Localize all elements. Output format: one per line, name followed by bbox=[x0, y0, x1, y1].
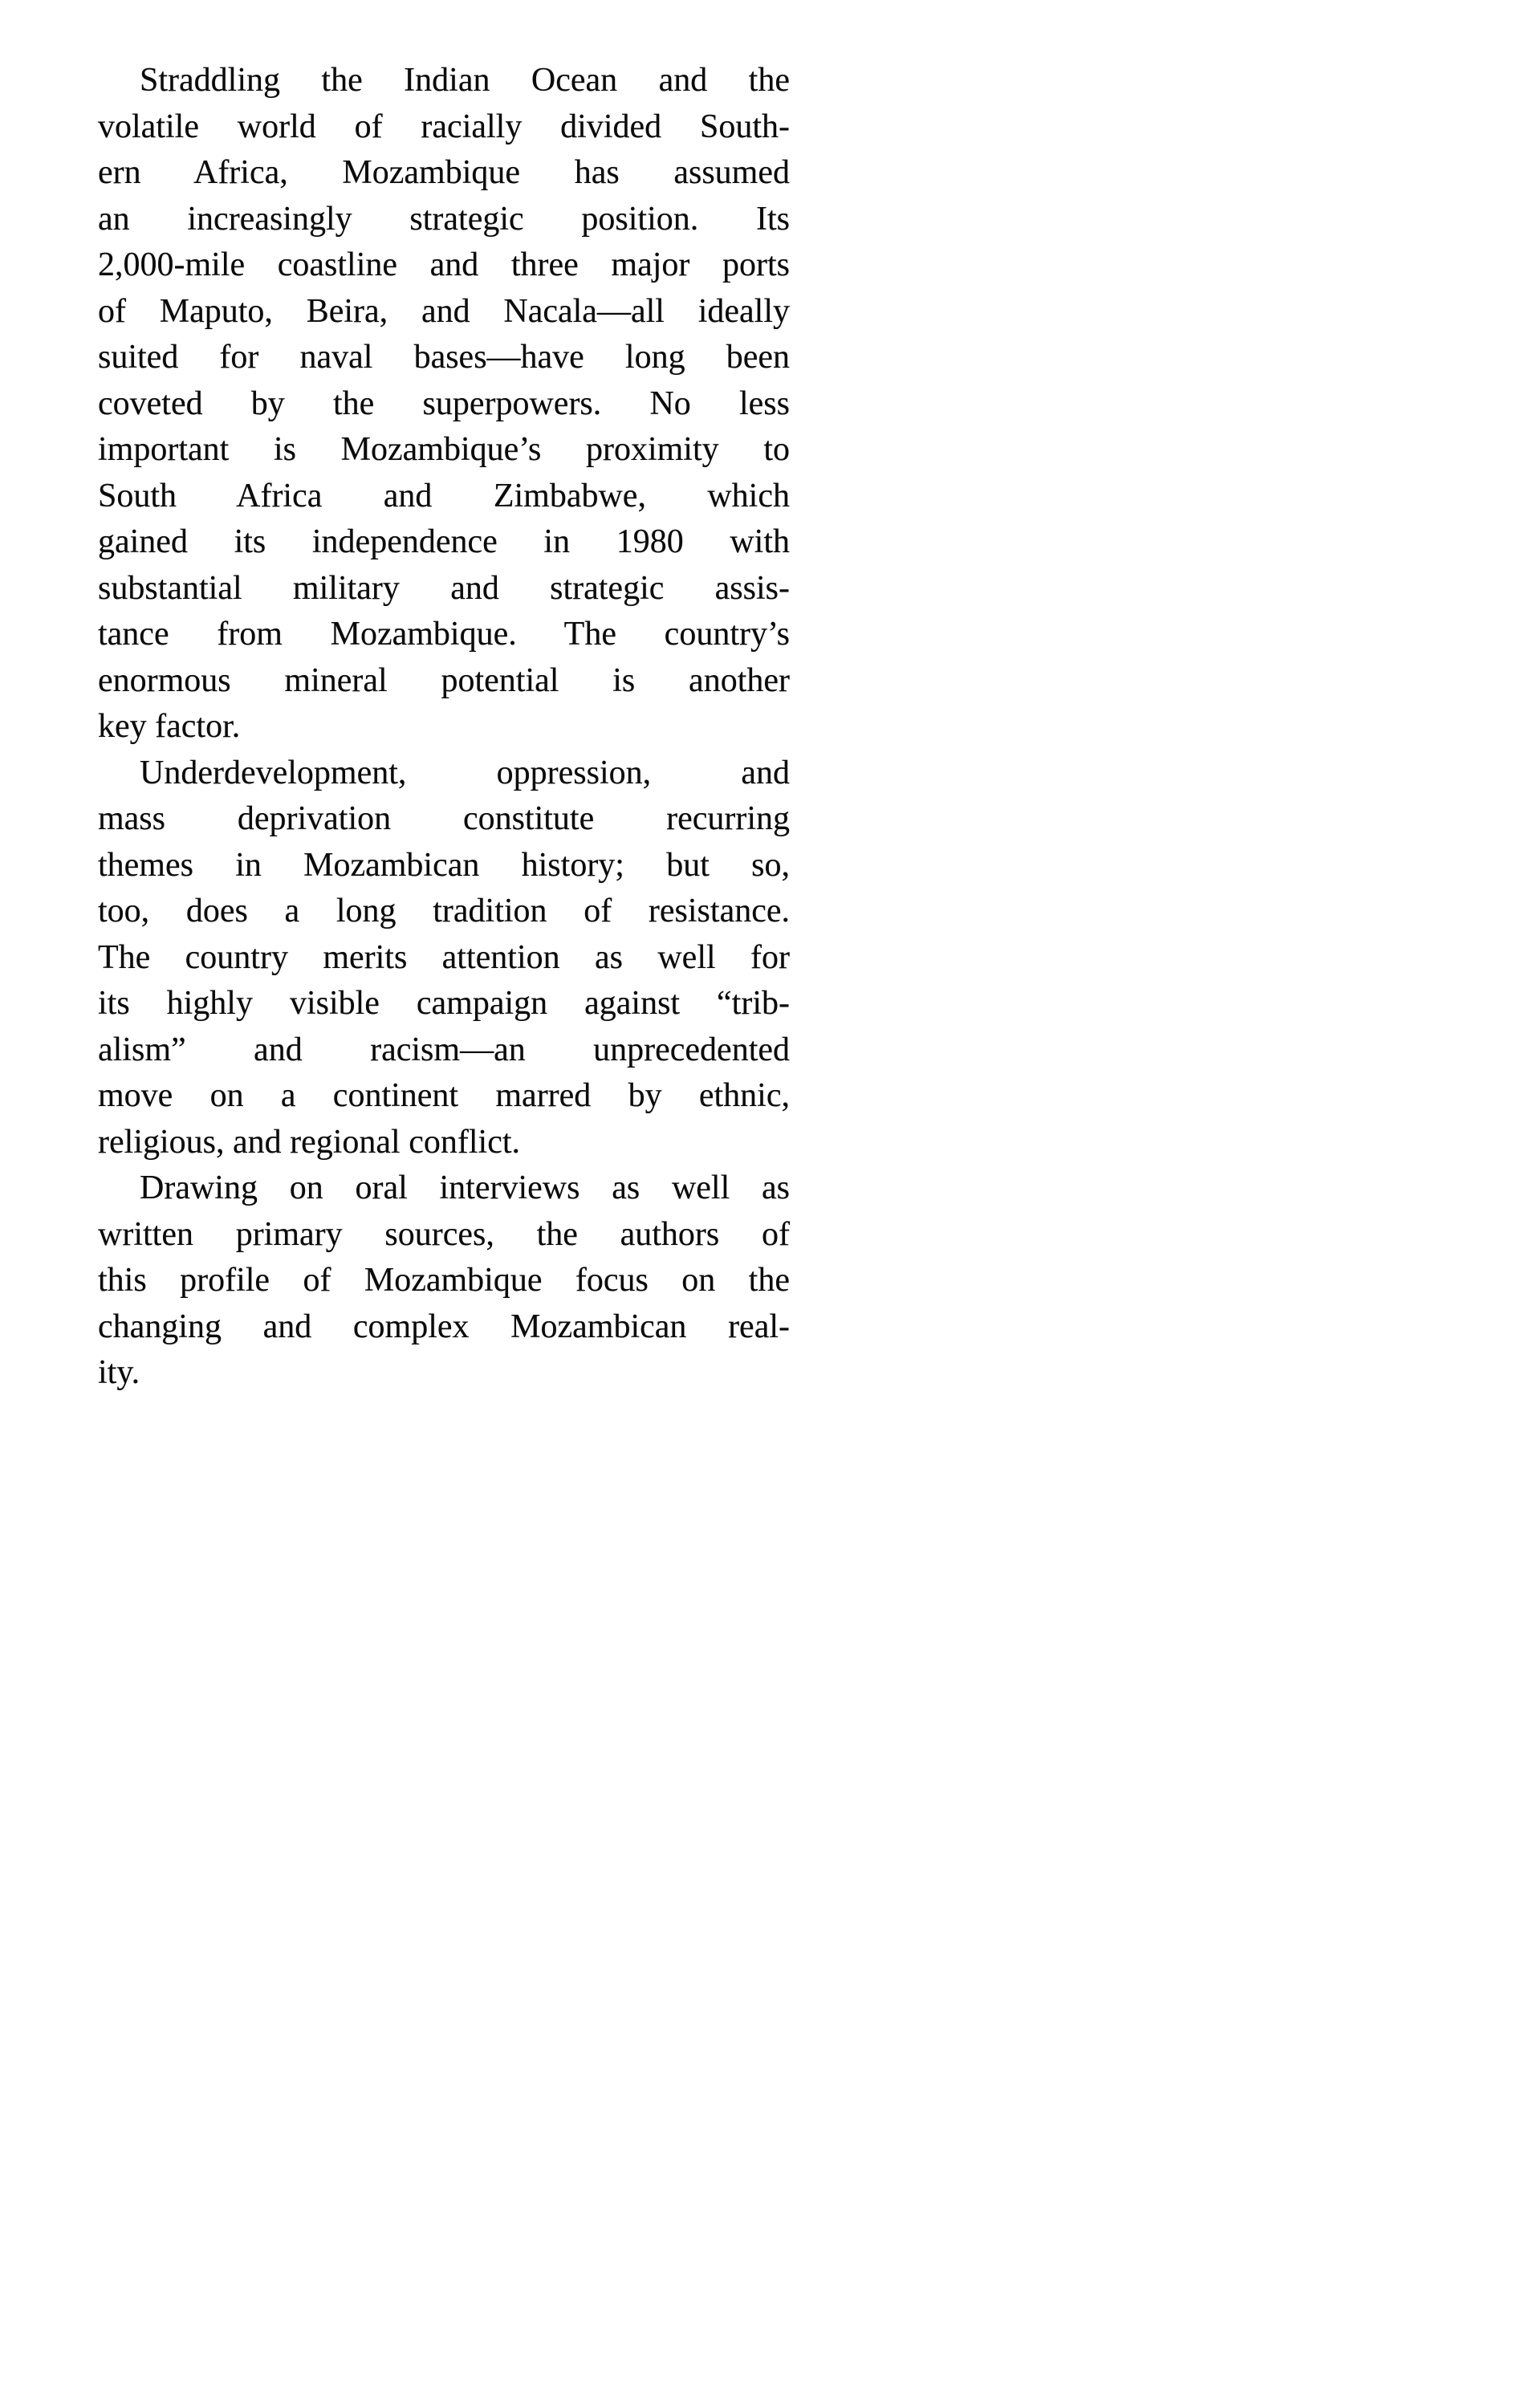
text-line: move on a continent marred by ethnic, bbox=[98, 1077, 790, 1114]
paragraph bbox=[98, 58, 790, 750]
text-line: changing and complex Mozambican real- bbox=[98, 1308, 790, 1345]
text-line: an increasingly strategic position. Its bbox=[98, 200, 790, 238]
text-line: South Africa and Zimbabwe, which bbox=[98, 477, 790, 515]
text-line: of Maputo, Beira, and Nacala—all ideally bbox=[98, 292, 790, 330]
paragraph bbox=[98, 1165, 790, 1397]
text-line: important is Mozambique’s proximity to bbox=[98, 431, 790, 468]
text-line: Drawing on oral interviews as well as bbox=[140, 1169, 790, 1206]
text-line: Straddling the Indian Ocean and the bbox=[140, 62, 790, 99]
text-line: volatile world of racially divided South- bbox=[98, 108, 790, 145]
text-line: gained its independence in 1980 with bbox=[98, 523, 790, 560]
text-line: alism” and racism—an unprecedented bbox=[98, 1031, 790, 1068]
text-line: The country merits attention as well for bbox=[98, 938, 790, 976]
text-line: suited for naval bases—have long been bbox=[98, 339, 790, 376]
text-line: coveted by the superpowers. No less bbox=[98, 384, 790, 422]
book-description-text bbox=[98, 58, 790, 1397]
text-line: ern Africa, Mozambique has assumed bbox=[98, 154, 790, 191]
text-line: religious, and regional conflict. bbox=[98, 1123, 521, 1161]
text-line: enormous mineral potential is another bbox=[98, 661, 790, 699]
text-line: ity. bbox=[98, 1354, 140, 1391]
paragraph bbox=[98, 750, 790, 1166]
text-line: themes in Mozambican history; but so, bbox=[98, 846, 790, 884]
text-line: its highly visible campaign against “trib- bbox=[98, 985, 790, 1022]
text-line: substantial military and strategic assis- bbox=[98, 569, 790, 607]
text-line: Underdevelopment, oppression, and bbox=[140, 754, 790, 791]
text-line: written primary sources, the authors of bbox=[98, 1215, 790, 1253]
text-line: tance from Mozambique. The country’s bbox=[98, 616, 790, 653]
text-line: this profile of Mozambique focus on the bbox=[98, 1262, 790, 1299]
text-line: mass deprivation constitute recurring bbox=[98, 800, 790, 837]
text-line: 2,000-mile coastline and three major ports bbox=[98, 246, 790, 283]
text-line: too, does a long tradition of resistance. bbox=[98, 893, 790, 929]
text-line: key factor. bbox=[98, 708, 241, 745]
